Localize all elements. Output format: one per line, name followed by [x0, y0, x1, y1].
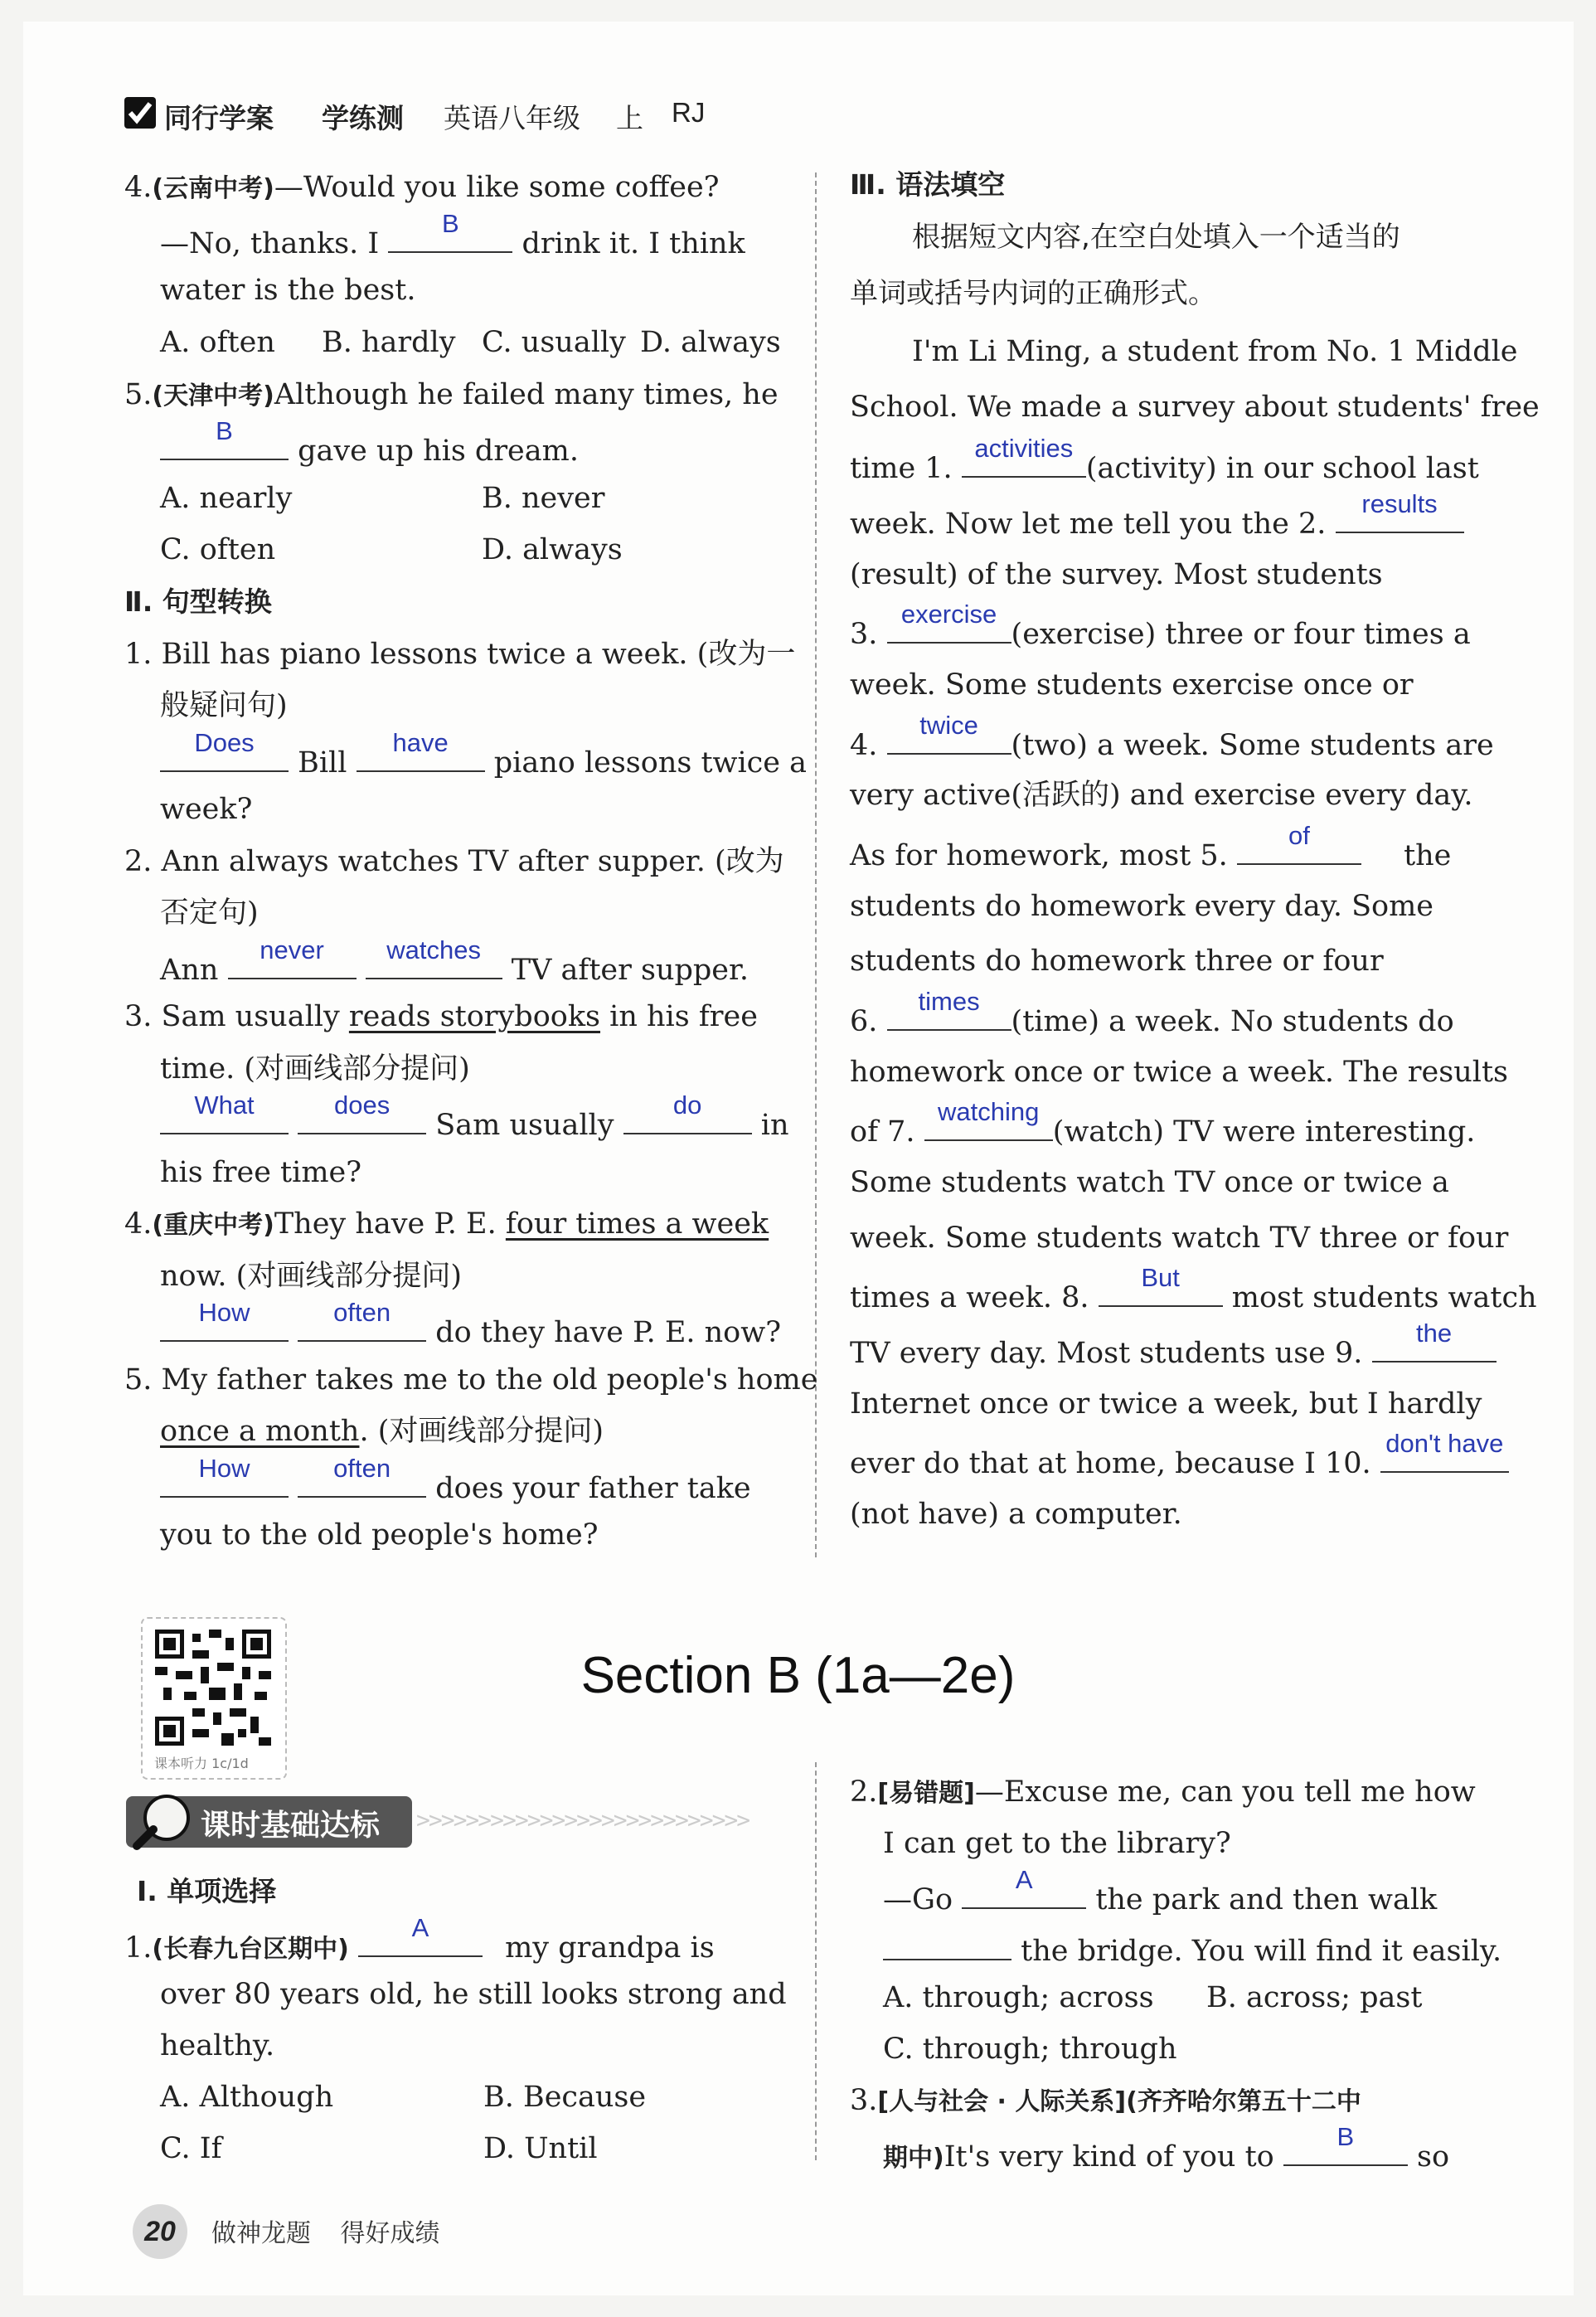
header	[124, 95, 788, 137]
passage-line21: ever do that at home, because I 10. don't have	[850, 1441, 1509, 1481]
q5-option-d[interactable]: D. always	[482, 533, 623, 566]
t2-blank-2[interactable]: watches	[366, 948, 502, 979]
q4-option-a[interactable]: A. often	[160, 326, 275, 359]
passage-line10: As for homework, most 5. of the	[850, 821, 1452, 872]
passage-line6: 3. exercise (exercise) three or four times a	[850, 600, 1471, 651]
t2-line2: 否定句)	[160, 896, 259, 930]
q4-option-d[interactable]: D. always	[640, 326, 781, 359]
t1-line3: Does Bill have piano lessons twice a	[160, 741, 807, 780]
t3-line4: his free time?	[160, 1156, 361, 1189]
br-q2-option-b[interactable]: B. across; past	[1206, 1981, 1423, 2014]
t1-blank-2[interactable]: have	[357, 741, 485, 772]
t1-line4: week?	[160, 793, 253, 826]
bl-q1-option-a[interactable]: A. Although	[160, 2081, 334, 2114]
bl-q1-option-b[interactable]: B. Because	[483, 2081, 647, 2114]
q4-line1: 4.(云南中考)—Would you like some coffee?	[124, 171, 720, 204]
t4-line1: 4.(重庆中考)They have P. E. four times a week	[124, 1207, 769, 1241]
br-q3-blank[interactable]: B	[1283, 2135, 1408, 2166]
passage-line9: very active(活跃的) and exercise every day.	[850, 779, 1473, 812]
bl-q1-line3: healthy.	[160, 2029, 275, 2062]
br-q2-options-2	[883, 2032, 1177, 2067]
br-q2-blank-2[interactable]	[883, 1929, 1011, 1960]
t3-blank-1[interactable]: What	[160, 1103, 289, 1134]
t1-line2: 般疑问句)	[160, 689, 288, 722]
q5-blank[interactable]: B	[160, 429, 289, 460]
t5-line4: you to the old people's home?	[160, 1518, 599, 1552]
passage-line15: of 7. watching (watch) TV were interesting.	[850, 1097, 1476, 1149]
t1-line1: 1. Bill has piano lessons twice a week. (改为一	[124, 638, 796, 671]
br-q2-option-c[interactable]: C. through; through	[883, 2033, 1177, 2066]
passage-line1: I'm Li Ming, a student from No. 1 Middle	[912, 335, 1518, 368]
q5-options-2	[160, 532, 623, 567]
br-q2-line3: —Go A the park and then walk	[883, 1865, 1438, 1916]
q4-option-c[interactable]: C. usually	[482, 326, 626, 359]
passage-line22: (not have) a computer.	[850, 1498, 1182, 1531]
brand-sub: 学练测	[322, 102, 404, 134]
t3-blank-2[interactable]: does	[298, 1103, 426, 1134]
magnifier-icon	[130, 1791, 195, 1856]
t5-line1: 5. My father takes me to the old people's home	[124, 1363, 818, 1397]
q4-option-b[interactable]: B. hardly	[322, 326, 456, 359]
bl-q1-option-d[interactable]: D. Until	[483, 2132, 598, 2165]
bl-q1-options-1	[160, 2080, 647, 2115]
passage-line20: Internet once or twice a week, but I hardly	[850, 1387, 1482, 1421]
t5-blank-2[interactable]: often	[298, 1466, 426, 1498]
q5-option-a[interactable]: A. nearly	[160, 482, 293, 515]
section-3-title: Ⅲ. 语法填空	[850, 168, 1006, 201]
edition: RJ	[672, 97, 706, 128]
q5-option-c[interactable]: C. often	[160, 533, 276, 566]
badge-chevrons: >>>>>>>>>>>>>>>>>>>>>>>>>>>	[416, 1806, 749, 1834]
passage-line19: TV every day. Most students use 9. the	[850, 1331, 1497, 1371]
page-number: 20	[133, 2204, 187, 2259]
t4-blank-1[interactable]: How	[160, 1310, 289, 1342]
bl-q1-line1: 1.(长春九台区期中) A my grandpa is	[124, 1913, 715, 1965]
q5-line2: B gave up his dream.	[160, 429, 579, 469]
passage-blank-2[interactable]: results	[1336, 502, 1464, 533]
t2-line3: Ann never watches TV after supper.	[160, 935, 749, 987]
check-icon	[124, 97, 156, 129]
t3-line2: time. (对画线部分提问)	[160, 1052, 470, 1086]
t4-line3: How often do they have P. E. now?	[160, 1310, 781, 1350]
q5-option-b[interactable]: B. never	[482, 482, 605, 515]
passage-line2: School. We made a survey about students' free	[850, 391, 1540, 424]
br-q2-line4: the bridge. You will find it easily.	[883, 1929, 1501, 1969]
badge	[126, 1791, 781, 1849]
passage-blank-9[interactable]: the	[1372, 1331, 1497, 1363]
passage-blank-8[interactable]: But	[1099, 1275, 1223, 1307]
passage-blank-10[interactable]: don't have	[1380, 1441, 1509, 1473]
passage-line12: students do homework three or four	[850, 945, 1384, 978]
br-q3-line2: 期中)It's very kind of you to B so	[883, 2122, 1450, 2174]
t3-blank-3[interactable]: do	[623, 1103, 752, 1134]
passage-blank-7[interactable]: watching	[924, 1110, 1053, 1141]
subject: 英语八年级	[444, 102, 580, 134]
qr-caption: 课本听力 1c/1d	[154, 1756, 249, 1771]
q4-line2: —No, thanks. I B drink it. I think	[160, 209, 745, 260]
passage-line17: week. Some students watch TV three or four	[850, 1222, 1509, 1255]
instruction-line1: 根据短文内容,在空白处填入一个适当的	[912, 221, 1400, 254]
passage-line14: homework once or twice a week. The results	[850, 1056, 1508, 1089]
passage-blank-4[interactable]: twice	[887, 723, 1011, 755]
passage-line13: 6. times (time) a week. No students do	[850, 987, 1454, 1038]
q5-line1: 5.(天津中考)Although he failed many times, he	[124, 378, 779, 411]
term: 上	[616, 102, 643, 134]
section-2-title: Ⅱ. 句型转换	[124, 585, 272, 618]
instruction-line2: 单词或括号内词的正确形式。	[850, 277, 1216, 310]
brand: 同行学案	[164, 102, 274, 134]
column-divider-lower	[815, 1762, 817, 2160]
t5-line3: How often does your father take	[160, 1466, 751, 1506]
passage-line18: times a week. 8. But most students watch	[850, 1263, 1537, 1314]
br-q2-line1: 2.[易错题]—Excuse me, can you tell me how	[850, 1775, 1476, 1809]
passage-line11: students do homework every day. Some	[850, 890, 1434, 923]
t1-blank-1[interactable]: Does	[160, 741, 289, 772]
t5-blank-1[interactable]: How	[160, 1466, 289, 1498]
section-title: Section B (1a—2e)	[580, 1647, 1016, 1704]
section-1-title: Ⅰ. 单项选择	[137, 1875, 277, 1907]
br-q3-line1: 3.[人与社会 · 人际关系](齐齐哈尔第五十二中	[850, 2084, 1361, 2117]
t4-blank-2[interactable]: often	[298, 1310, 426, 1342]
passage-line4: week. Now let me tell you the 2. results	[850, 502, 1464, 542]
t3-line1: 3. Sam usually reads storybooks in his free	[124, 1000, 758, 1033]
passage-blank-6[interactable]: times	[887, 999, 1011, 1031]
column-divider	[815, 172, 817, 1557]
bl-q1-option-c[interactable]: C. If	[160, 2132, 222, 2165]
t2-blank-1[interactable]: never	[228, 948, 357, 979]
br-q2-line2: I can get to the library?	[883, 1827, 1231, 1860]
footer-slogan: 做神龙题 得好成绩	[211, 2219, 440, 2248]
bl-q1-blank[interactable]: A	[358, 1926, 483, 1957]
br-q2-blank-1[interactable]: A	[962, 1877, 1086, 1909]
t5-line2: once a month. (对画线部分提问)	[160, 1415, 604, 1448]
bl-q1-options-2	[160, 2131, 598, 2166]
t2-line1: 2. Ann always watches TV after supper. (改为	[124, 845, 784, 878]
bl-q1-line2: over 80 years old, he still looks strong and	[160, 1978, 787, 2011]
t3-line3: What does Sam usually do in	[160, 1103, 789, 1143]
badge-label: 课时基础达标	[201, 1809, 381, 1843]
q4-options	[160, 325, 781, 360]
q4-line3: water is the best.	[160, 274, 416, 307]
passage-blank-1[interactable]: activities	[962, 446, 1086, 478]
passage-line7: week. Some students exercise once or	[850, 668, 1414, 702]
q5-options-1	[160, 481, 605, 516]
passage-line5: (result) of the survey. Most students	[850, 558, 1383, 591]
br-q2-options-1	[883, 1980, 1423, 2015]
br-q2-option-a[interactable]: A. through; across	[883, 1981, 1154, 2014]
passage-line16: Some students watch TV once or twice a	[850, 1166, 1449, 1199]
t4-line2: now. (对画线部分提问)	[160, 1260, 462, 1293]
passage-line8: 4. twice (two) a week. Some students are	[850, 711, 1494, 762]
passage-blank-5[interactable]: of	[1237, 833, 1361, 865]
passage-line3: time 1. activities (activity) in our school last	[850, 434, 1479, 485]
passage-blank-3[interactable]: exercise	[887, 612, 1011, 644]
q4-blank[interactable]: B	[388, 221, 512, 253]
